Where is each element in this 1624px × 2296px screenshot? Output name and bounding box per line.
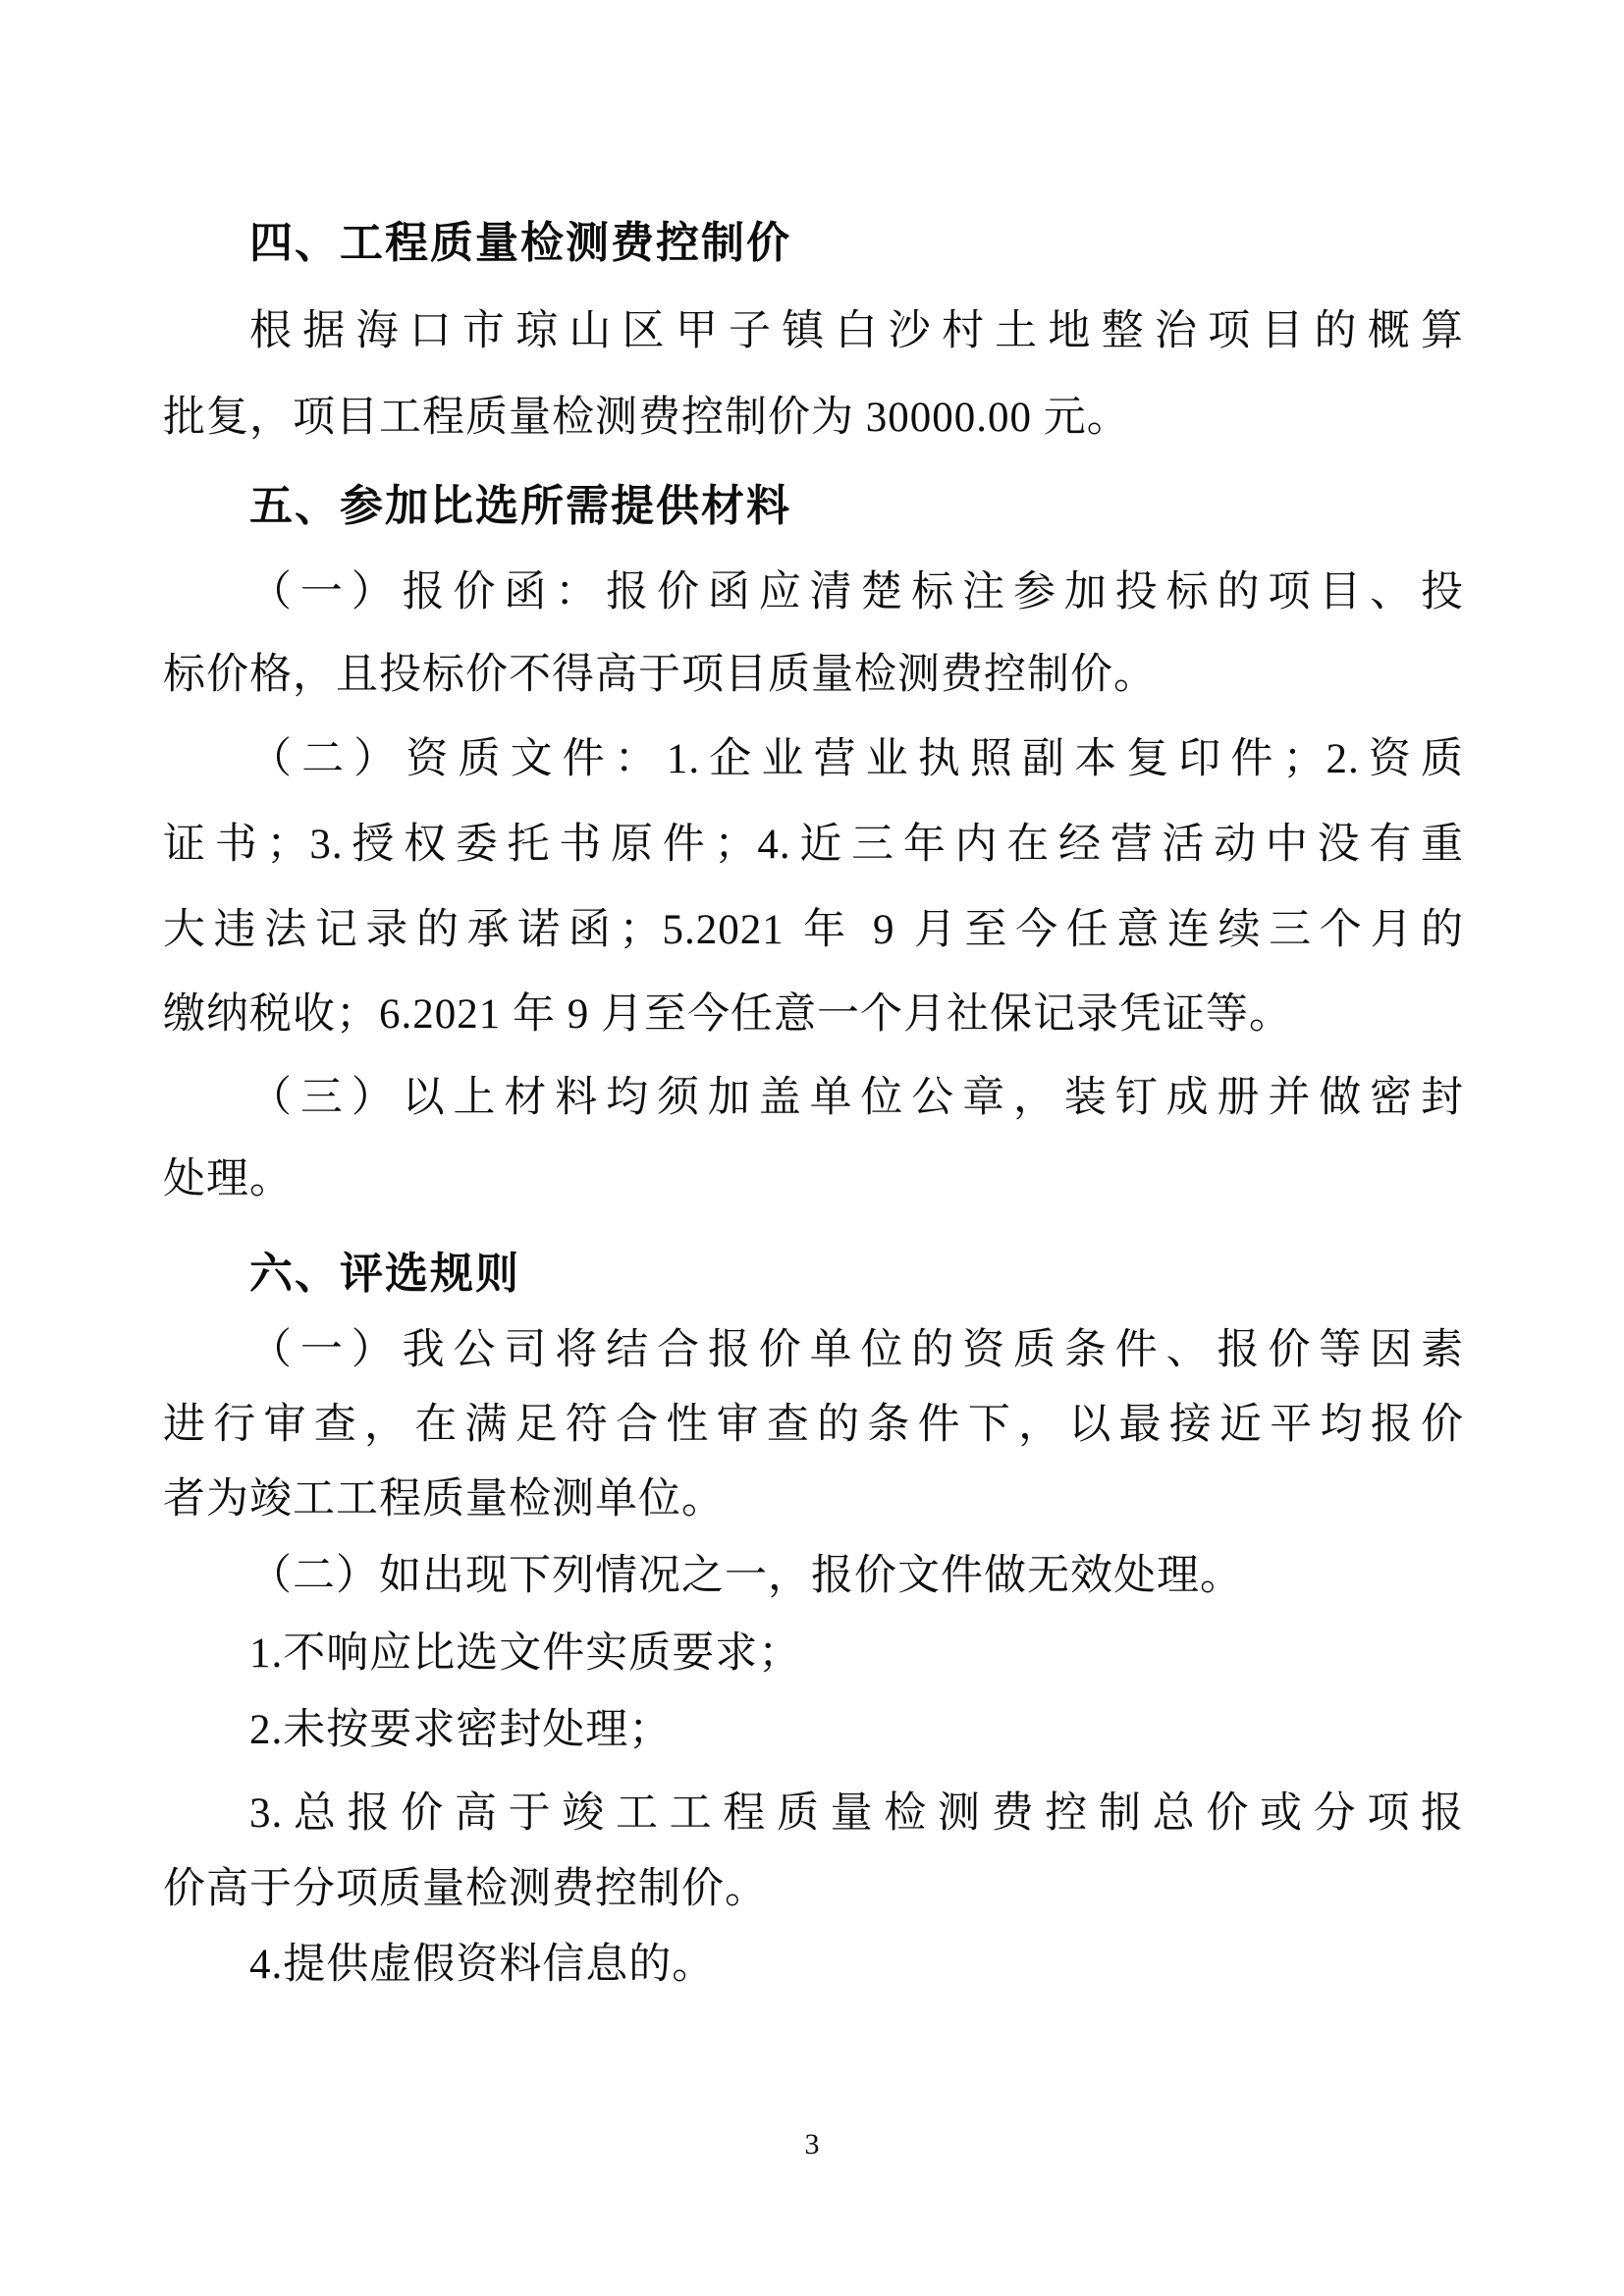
paragraph-line: （一）我公司将结合报价单位的资质条件、报价等因素 xyxy=(249,1327,1464,1373)
paragraph-line: 者为竣工工程质量检测单位。 xyxy=(163,1476,725,1522)
paragraph-line: （二）如出现下列情况之一，报价文件做无效处理。 xyxy=(249,1553,1243,1599)
paragraph-line: 大违法记录的承诺函；5.2021 年 9 月至今任意连续三个月的 xyxy=(163,907,1464,953)
paragraph-line: 根据海口市琼山区甲子镇白沙村土地整治项目的概算 xyxy=(249,308,1464,354)
list-item-1: 1.不响应比选文件实质要求； xyxy=(249,1630,802,1677)
list-item-3-cont: 价高于分项质量检测费控制价。 xyxy=(163,1866,768,1912)
list-item-3: 3.总报价高于竣工工程质量检测费控制总价或分项报 xyxy=(249,1790,1464,1837)
paragraph-line: 证书；3.授权委托书原件；4.近三年内在经营活动中没有重 xyxy=(163,822,1464,868)
list-item-4: 4.提供虚假资料信息的。 xyxy=(249,1942,716,1988)
page-number: 3 xyxy=(804,2128,820,2161)
paragraph-line: （一）报价函：报价函应清楚标注参加投标的项目、投 xyxy=(249,569,1464,615)
list-item-2: 2.未按要求密封处理； xyxy=(249,1707,673,1753)
paragraph-line: （三）以上材料均须加盖单位公章，装钉成册并做密封 xyxy=(249,1075,1464,1121)
section-heading-4: 四、工程质量检测费控制价 xyxy=(249,218,791,268)
paragraph-line: 批复，项目工程质量检测费控制价为 30000.00 元。 xyxy=(163,395,1130,441)
paragraph-line: 进行审查，在满足符合性审查的条件下，以最接近平均报价 xyxy=(163,1402,1464,1448)
paragraph-line: 缴纳税收；6.2021 年 9 月至今任意一个月社保记录凭证等。 xyxy=(163,991,1292,1038)
section-heading-6: 六、评选规则 xyxy=(249,1249,520,1299)
paragraph-line: 标价格，且投标价不得高于项目质量检测费控制价。 xyxy=(163,652,1157,698)
paragraph-line: （二）资质文件：1.企业营业执照副本复印件；2.资质 xyxy=(249,736,1464,782)
section-heading-5: 五、参加比选所需提供材料 xyxy=(249,481,791,531)
paragraph-line: 处理。 xyxy=(163,1156,293,1202)
